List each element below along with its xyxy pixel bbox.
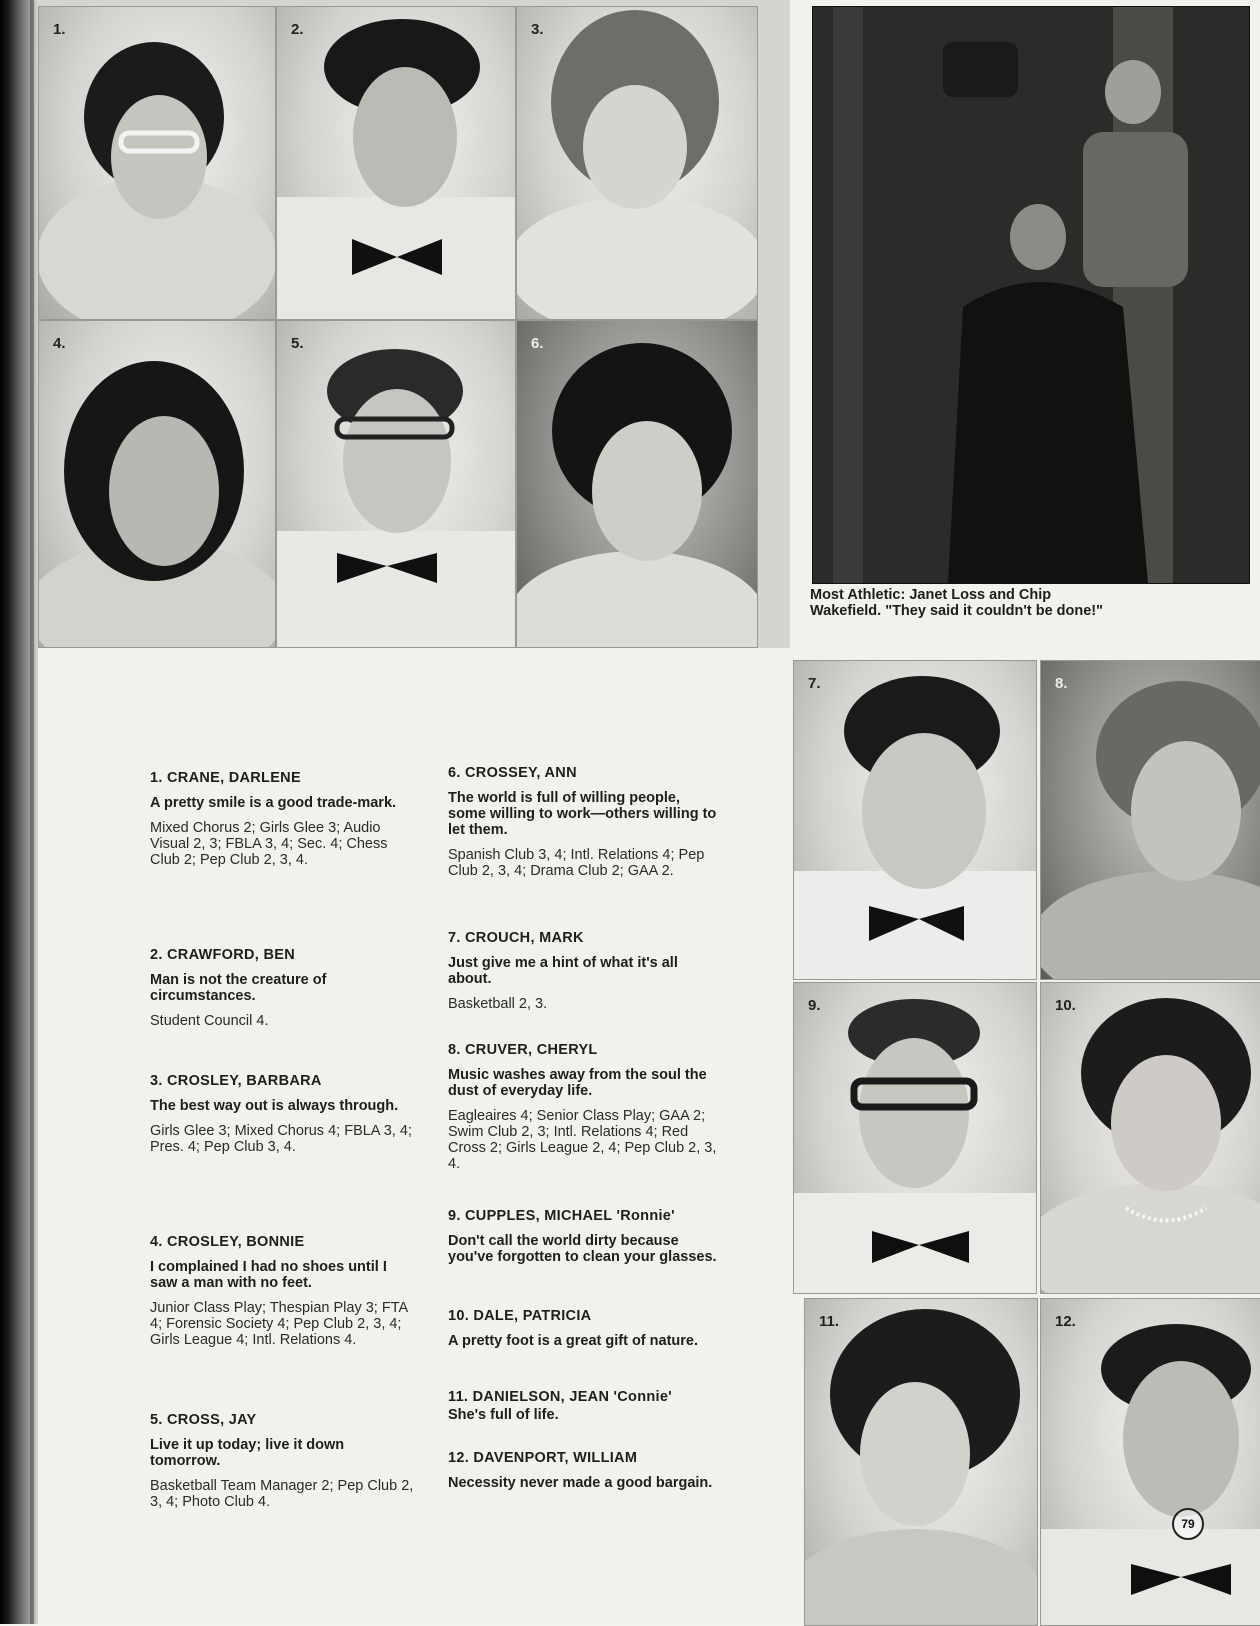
- portrait-10: [1040, 982, 1260, 1294]
- candid-photo-silhouettes: [813, 7, 1249, 583]
- portrait-3: [516, 6, 758, 320]
- student-activities: Junior Class Play; Thespian Play 3; FTA 4; Forensic Society 4; Pep Club 2, 3, 4; Girls League 4; Intl. Relations 4.: [150, 1300, 408, 1348]
- student-quote: Don't call the world dirty because you've forgotten to clean your glasses.: [448, 1233, 717, 1265]
- senior-entry-9: [448, 1208, 718, 1274]
- senior-entry-5: [150, 1412, 415, 1510]
- senior-entry-12: [448, 1450, 718, 1500]
- student-name: 5. CROSS, JAY: [150, 1412, 257, 1428]
- student-quote: Live it up today; live it down tomorrow.: [150, 1437, 345, 1469]
- student-quote: I complained I had no shoes until I saw a man with no feet.: [150, 1259, 387, 1291]
- portrait-number: 1.: [53, 21, 66, 38]
- portrait-number: 5.: [291, 335, 304, 352]
- student-activities: Basketball 2, 3.: [448, 996, 548, 1012]
- portrait-number: 7.: [808, 675, 821, 692]
- student-activities: Girls Glee 3; Mixed Chorus 4; FBLA 3, 4; Pres. 4; Pep Club 3, 4.: [150, 1123, 412, 1155]
- student-name: 10. DALE, PATRICIA: [448, 1308, 592, 1324]
- student-activities: Student Council 4.: [150, 1013, 269, 1029]
- portrait-silhouette-female: [39, 321, 275, 647]
- student-quote: Necessity never made a good bargain.: [448, 1475, 713, 1491]
- senior-entry-2: [150, 947, 415, 1029]
- portrait-1: [38, 6, 276, 320]
- portrait-silhouette-female: [517, 321, 757, 647]
- senior-entry-8: [448, 1042, 718, 1172]
- portrait-silhouette-female: [1041, 661, 1260, 979]
- student-quote: The best way out is always through.: [150, 1098, 399, 1114]
- student-name: 9. CUPPLES, MICHAEL 'Ronnie': [448, 1208, 675, 1224]
- page-number-badge: 79: [1172, 1508, 1204, 1540]
- student-quote: Man is not the creature of circumstances.: [150, 972, 327, 1004]
- portrait-silhouette-female: [517, 7, 757, 319]
- portrait-number: 9.: [808, 997, 821, 1014]
- portrait-silhouette-male: [794, 983, 1036, 1293]
- portrait-silhouette-male: [1041, 1299, 1260, 1625]
- student-name: 2. CRAWFORD, BEN: [150, 947, 295, 963]
- student-activities: Mixed Chorus 2; Girls Glee 3; Audio Visual 2, 3; FBLA 3, 4; Sec. 4; Chess Club 2; Pep Club 2, 3, 4.: [150, 820, 388, 868]
- student-quote: Music washes away from the soul the dust of everyday life.: [448, 1067, 707, 1099]
- student-name: 4. CROSLEY, BONNIE: [150, 1234, 305, 1250]
- portrait-number: 11.: [819, 1313, 840, 1330]
- portrait-silhouette-male: [277, 321, 515, 647]
- portrait-silhouette-female: [1041, 983, 1260, 1293]
- portrait-number: 2.: [291, 21, 304, 38]
- portrait-8: [1040, 660, 1260, 980]
- portrait-number: 3.: [531, 21, 544, 38]
- student-quote: A pretty smile is a good trade-mark.: [150, 795, 397, 811]
- portrait-silhouette-female: [39, 7, 275, 319]
- student-name: 7. CROUCH, MARK: [448, 930, 584, 946]
- portrait-number: 6.: [531, 335, 544, 352]
- senior-entry-10: [448, 1308, 718, 1358]
- portrait-11: [804, 1298, 1038, 1626]
- portrait-2: [276, 6, 516, 320]
- candid-photo: [812, 6, 1250, 584]
- student-name: 3. CROSLEY, BARBARA: [150, 1073, 322, 1089]
- student-quote: The world is full of willing people, some willing to work—others willing to let them.: [448, 790, 717, 838]
- portrait-5: [276, 320, 516, 648]
- portrait-4: [38, 320, 276, 648]
- student-activities: Eagleaires 4; Senior Class Play; GAA 2; Swim Club 2, 3; Intl. Relations 4; Red Cross 2; Girls League 2, 4; Pep Club 2, 3, 4.: [448, 1108, 717, 1172]
- senior-entry-6: [448, 765, 718, 879]
- portrait-9: [793, 982, 1037, 1294]
- portrait-silhouette-male: [794, 661, 1036, 979]
- student-quote: She's full of life.: [448, 1407, 559, 1423]
- student-activities: Spanish Club 3, 4; Intl. Relations 4; Pep Club 2, 3, 4; Drama Club 2; GAA 2.: [448, 847, 705, 879]
- binding-stripe: [30, 0, 34, 1624]
- student-name: 8. CRUVER, CHERYL: [448, 1042, 598, 1058]
- portrait-silhouette-female: [805, 1299, 1037, 1625]
- senior-entry-3: [150, 1073, 415, 1155]
- portrait-12: [1040, 1298, 1260, 1626]
- senior-entry-1: [150, 770, 415, 868]
- portrait-6: [516, 320, 758, 648]
- student-name: 12. DAVENPORT, WILLIAM: [448, 1450, 638, 1466]
- student-name: 6. CROSSEY, ANN: [448, 765, 577, 781]
- student-activities: Basketball Team Manager 2; Pep Club 2, 3, 4; Photo Club 4.: [150, 1478, 414, 1510]
- portrait-7: [793, 660, 1037, 980]
- student-quote: A pretty foot is a great gift of nature.: [448, 1333, 699, 1349]
- student-name: 1. CRANE, DARLENE: [150, 770, 301, 786]
- student-name: 11. DANIELSON, JEAN 'Connie': [448, 1389, 672, 1405]
- student-quote: Just give me a hint of what it's all about.: [448, 955, 678, 987]
- candid-caption: Most Athletic: Janet Loss and Chip Wakefield. "They said it couldn't be done!": [810, 587, 1103, 619]
- portrait-number: 4.: [53, 335, 66, 352]
- portrait-number: 12.: [1055, 1313, 1076, 1330]
- portrait-number: 8.: [1055, 675, 1068, 692]
- senior-entry-4: [150, 1234, 415, 1348]
- portrait-number: 10.: [1055, 997, 1076, 1014]
- senior-entry-11: [448, 1389, 718, 1432]
- portrait-silhouette-male: [277, 7, 515, 319]
- senior-entry-7: [448, 930, 718, 1012]
